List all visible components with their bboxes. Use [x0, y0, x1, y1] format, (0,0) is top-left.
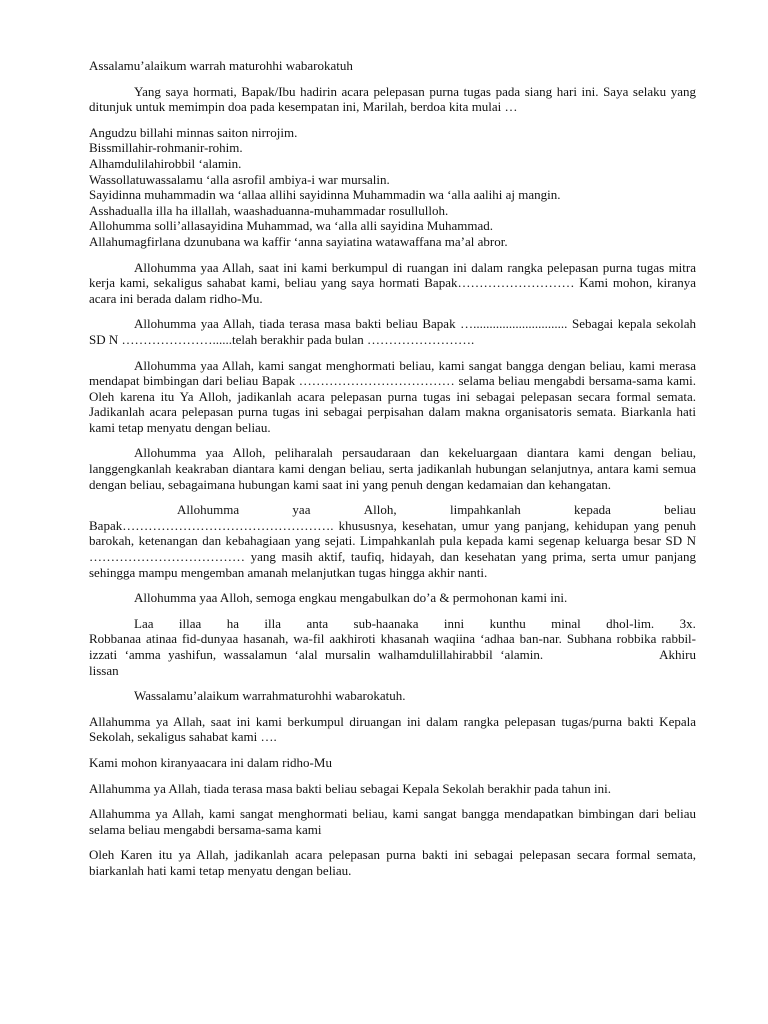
doa-line: Alhamdulilahirobbil ‘alamin. — [89, 155, 242, 171]
word: dhol-lim. — [606, 615, 655, 631]
paragraph-7-first-line — [89, 616, 696, 632]
paragraph-7 — [89, 616, 696, 678]
doa-line: Allahumagfirlana dzunubana wa kaffir ‘anna sayiatina watawaffana ma’al abror. — [89, 233, 508, 249]
word: 3x. — [679, 615, 696, 631]
doa-line: Allohumma solli’allasayidina Muhammad, wa ‘alla alli sayidina Muhammad. — [89, 218, 493, 234]
word: sub-haanaka — [353, 615, 419, 631]
paragraph-5 — [89, 502, 696, 580]
doa-line: Bissmillahir-rohmanir-rohim. — [89, 140, 243, 156]
doa-line: Wassollatuwassalamu ‘alla asrofil ambiya-i war mursalin. — [89, 171, 390, 187]
paragraph-5-rest: Bapak…………………………………………. khususnya, kesehatan, umur yang panjang, kehidupan yang penuh barokah, ketenangan dan kebahagiaan yang sejati. Limpahkanlah pula kepada kami segenap keluarga besar SD N ……………………………… yang masih aktif, taufiq, hidayah, dan kesehatan yang prima, serta umur panjang sehingga mampu mengemban amanah melanjutkan tugas hingga akhir nanti. — [89, 517, 696, 580]
paragraph-4: Allohumma yaa Alloh, peliharalah persaudaraan dan kekeluargaan diantara kami dengan beliau, langgengkanlah keakraban diantara kami dengan beliau, serta jadikanlah hubungan selanjutnya, antara kami semua dengan beliau, sebagaimana hubungan kami saat ini yang penuh dengan kedamaian dan kehangatan. — [89, 445, 696, 492]
paragraph-7-text: Robbanaa atinaa fid-dunyaa hasanah, wa-fil aakhiroti khasanah waqiina ‘adhaa ban-nar. Subhana robbika rabbil-izzati ‘amma yashifun, wassalamun ‘alal mursalin walhamdulillahirabbil ‘alamin. — [89, 631, 696, 662]
word: kepada — [574, 502, 611, 518]
word: inni — [443, 615, 465, 631]
word: kunthu — [489, 615, 526, 631]
paragraph-7-rest — [89, 631, 696, 678]
word: beliau — [664, 502, 696, 518]
word: illa — [264, 615, 282, 631]
paragraph-3: Allohumma yaa Allah, kami sangat menghormati beliau, kami sangat bangga dengan beliau, kami merasa mendapat bimbingan dari beliau Bapak ……………………………… selama beliau mengabdi bersama-sama kami. Oleh karena itu Ya Alloh, jadikanlah acara pelepasan purna tugas ini sebagai pelepasan secara formal semata. Jadikanlah acara pelepasan purna tugas ini sebagai perpisahan dalam makna organisatoris semata. Biarkanla hati kami tetap menyatu dengan beliau. — [89, 357, 696, 435]
paragraph-2: Allohumma yaa Allah, tiada terasa masa bakti beliau Bapak …............................. Sebagai kepala sekolah SD N …………………......telah berakhir pada bulan ……………………. — [89, 316, 696, 347]
extra-paragraph-3: Allahumma ya Allah, tiada terasa masa bakti beliau sebagai Kepala Sekolah berakhir pada tahun ini. — [89, 780, 611, 796]
doa-line: Sayidinna muhammadin wa ‘allaa allihi sayidinna Muhammadin wa ‘alla aalihi aj mangin. — [89, 187, 561, 203]
doa-lines — [89, 125, 696, 250]
closing-salam: Wassalamu’alaikum warrahmaturohhi wabarokatuh. — [134, 688, 406, 704]
extra-paragraph-5: Oleh Karen itu ya Allah, jadikanlah acara pelepasan purna bakti ini sebagai pelepasan secara formal semata, biarkanlah hati kami tetap menyatu dengan beliau. — [89, 847, 696, 878]
extra-paragraph-1: Allahumma ya Allah, saat ini kami berkumpul diruangan ini dalam rangka pelepasan tugas/purna bakti Kepala Sekolah, sekaligus sahabat kami …. — [89, 713, 696, 745]
extra-paragraph-2: Kami mohon kiranyaacara ini dalam ridho-Mu — [89, 754, 332, 770]
word: yaa — [292, 502, 311, 518]
greeting: Assalamu’alaikum warrah maturohhi wabarokatuh — [89, 58, 353, 73]
paragraph-5-first-line — [89, 502, 696, 518]
paragraph-1: Allohumma yaa Allah, saat ini kami berkumpul di ruangan ini dalam rangka pelepasan purna tugas mitra kerja kami, sekaligus sahabat kami, beliau yang saya hormati Bapak……………………… Kami mohon, kiranya acara ini berada dalam ridho-Mu. — [89, 259, 696, 306]
paragraph-6: Allohumma yaa Alloh, semoga engkau mengabulkan do’a & permohonan kami ini. — [134, 590, 568, 606]
doa-line: Angudzu billahi minnas saiton nirrojim. — [89, 124, 298, 140]
doa-line: Asshadualla illa ha illallah, waashaduanna-muhammadar rosullulloh. — [89, 202, 449, 218]
word: Laa — [134, 615, 154, 631]
opening-paragraph: Yang saya hormati, Bapak/Ibu hadirin acara pelepasan purna tugas pada siang hari ini. Saya selaku yang ditunjuk untuk memimpin doa pada kesempatan ini, Marilah, berdoa kita mulai … — [89, 83, 696, 115]
word: anta — [306, 615, 329, 631]
akhiru-lissan: Akhiru lissan — [89, 647, 696, 678]
extra-paragraph-4: Allahumma ya Allah, kami sangat menghormati beliau, kami sangat bangga mendapatkan bimbingan dari beliau selama beliau mengabdi bersama-sama kami — [89, 806, 696, 837]
word: illaa — [178, 615, 202, 631]
word: limpahkanlah — [449, 502, 521, 518]
word: minal — [551, 615, 581, 631]
word: Alloh, — [363, 502, 397, 518]
word: ha — [226, 615, 239, 631]
word: Allohumma — [177, 502, 240, 518]
